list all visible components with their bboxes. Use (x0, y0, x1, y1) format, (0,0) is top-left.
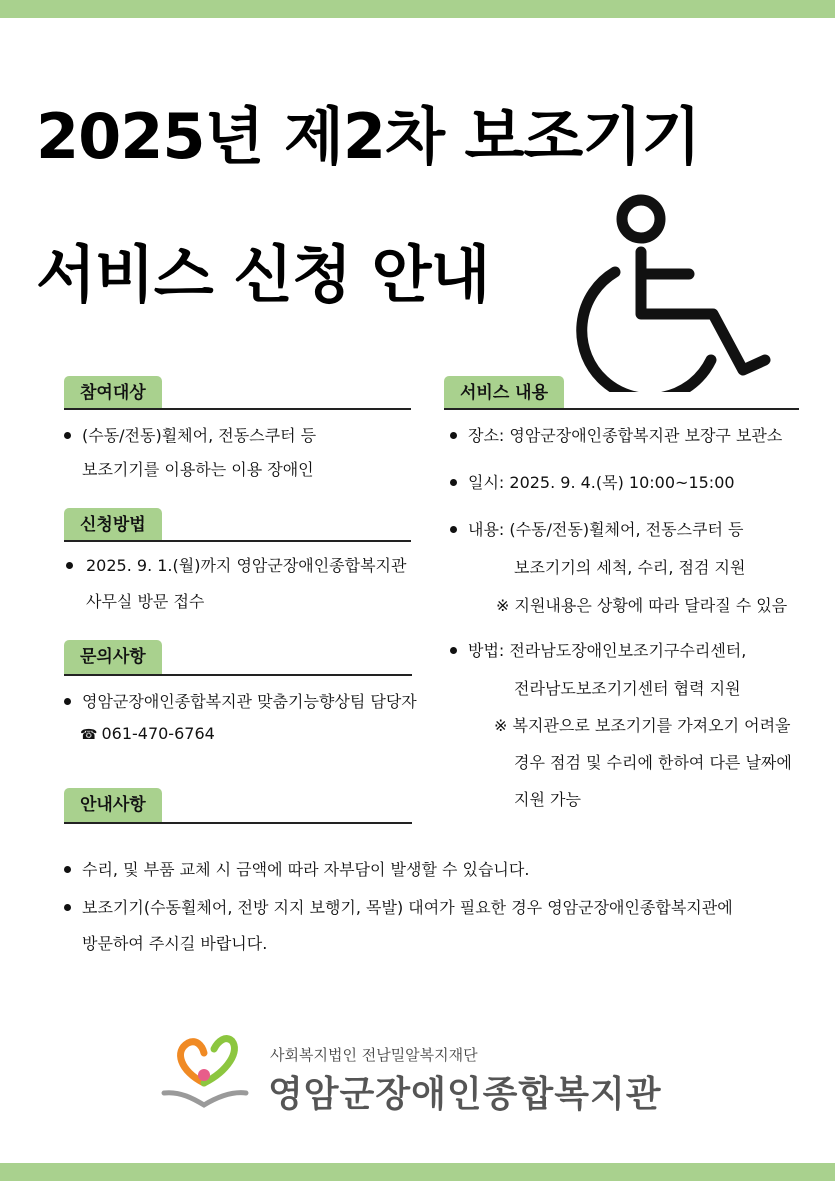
section-divider (64, 822, 412, 824)
inquiry-text: 영암군장애인종합복지관 맞춤기능향상팀 담당자 (82, 692, 417, 711)
org-name: 영암군장애인종합복지관 (268, 1074, 662, 1115)
participants-label: 참여대상 (64, 376, 162, 410)
section-divider (64, 540, 411, 542)
application-text-2: 사무실 방문 접수 (86, 592, 205, 611)
bullet (450, 432, 457, 439)
bullet (64, 866, 71, 873)
bullet (450, 479, 457, 486)
service-content-2: 보조기기의 세척, 수리, 점검 지원 (514, 558, 746, 577)
service-label: 서비스 내용 (444, 376, 564, 410)
bullet (64, 904, 71, 911)
inquiry-phone (80, 724, 215, 745)
service-method-note-2: 경우 점검 및 수리에 한하여 다른 날짜에 (514, 753, 792, 772)
top-accent-bar (0, 0, 835, 18)
notice-item-2: 보조기기(수동휠체어, 전방 지지 보행기, 목발) 대여가 필요한 경우 영암군장애인종합복지관에 (82, 898, 733, 917)
service-content-1: 내용: (수동/전동)휠체어, 전동스쿠터 등 (468, 520, 744, 539)
page-title-line2: 서비스 신청 안내 (36, 238, 490, 311)
application-label: 신청방법 (64, 508, 162, 542)
bullet (450, 526, 457, 533)
service-method-2: 전라남도보조기기센터 협력 지원 (514, 679, 741, 698)
notice-label: 안내사항 (64, 788, 162, 822)
bullet (450, 647, 457, 654)
inquiry-label: 문의사항 (64, 640, 162, 674)
phone-icon: ☎ (80, 727, 98, 743)
service-method-note-3: 지원 가능 (514, 790, 581, 809)
bottom-accent-bar (0, 1163, 835, 1181)
service-date: 일시: 2025. 9. 4.(목) 10:00~15:00 (468, 473, 735, 492)
service-place: 장소: 영암군장애인종합복지관 보장구 보관소 (468, 426, 783, 445)
org-subtitle: 사회복지법인 전남밀알복지재단 (270, 1046, 478, 1064)
wheelchair-icon (565, 192, 785, 392)
section-divider (64, 408, 411, 410)
section-divider (444, 408, 799, 410)
application-text-1: 2025. 9. 1.(월)까지 영암군장애인종합복지관 (86, 556, 407, 575)
bullet (64, 698, 71, 705)
service-method-note-1: ※ 복지관으로 보조기기를 가져오기 어려울 (494, 716, 791, 735)
notice-item-1: 수리, 및 부품 교체 시 금액에 따라 자부담이 발생할 수 있습니다. (82, 860, 530, 879)
participants-text-2: 보조기기를 이용하는 이용 장애인 (82, 460, 314, 479)
heart-hands-logo (160, 1033, 250, 1113)
service-content-note: ※ 지원내용은 상황에 따라 달라질 수 있음 (496, 596, 788, 615)
page-title-line1: 2025년 제2차 보조기기 (36, 100, 701, 173)
section-divider (64, 674, 412, 676)
bullet (66, 562, 73, 569)
phone-number: 061-470-6764 (101, 724, 215, 743)
bullet (64, 432, 71, 439)
participants-text-1: (수동/전동)휠체어, 전동스쿠터 등 (82, 426, 317, 445)
notice-item-2-cont: 방문하여 주시길 바랍니다. (82, 934, 268, 953)
service-method-1: 방법: 전라남도장애인보조기구수리센터, (468, 641, 747, 660)
